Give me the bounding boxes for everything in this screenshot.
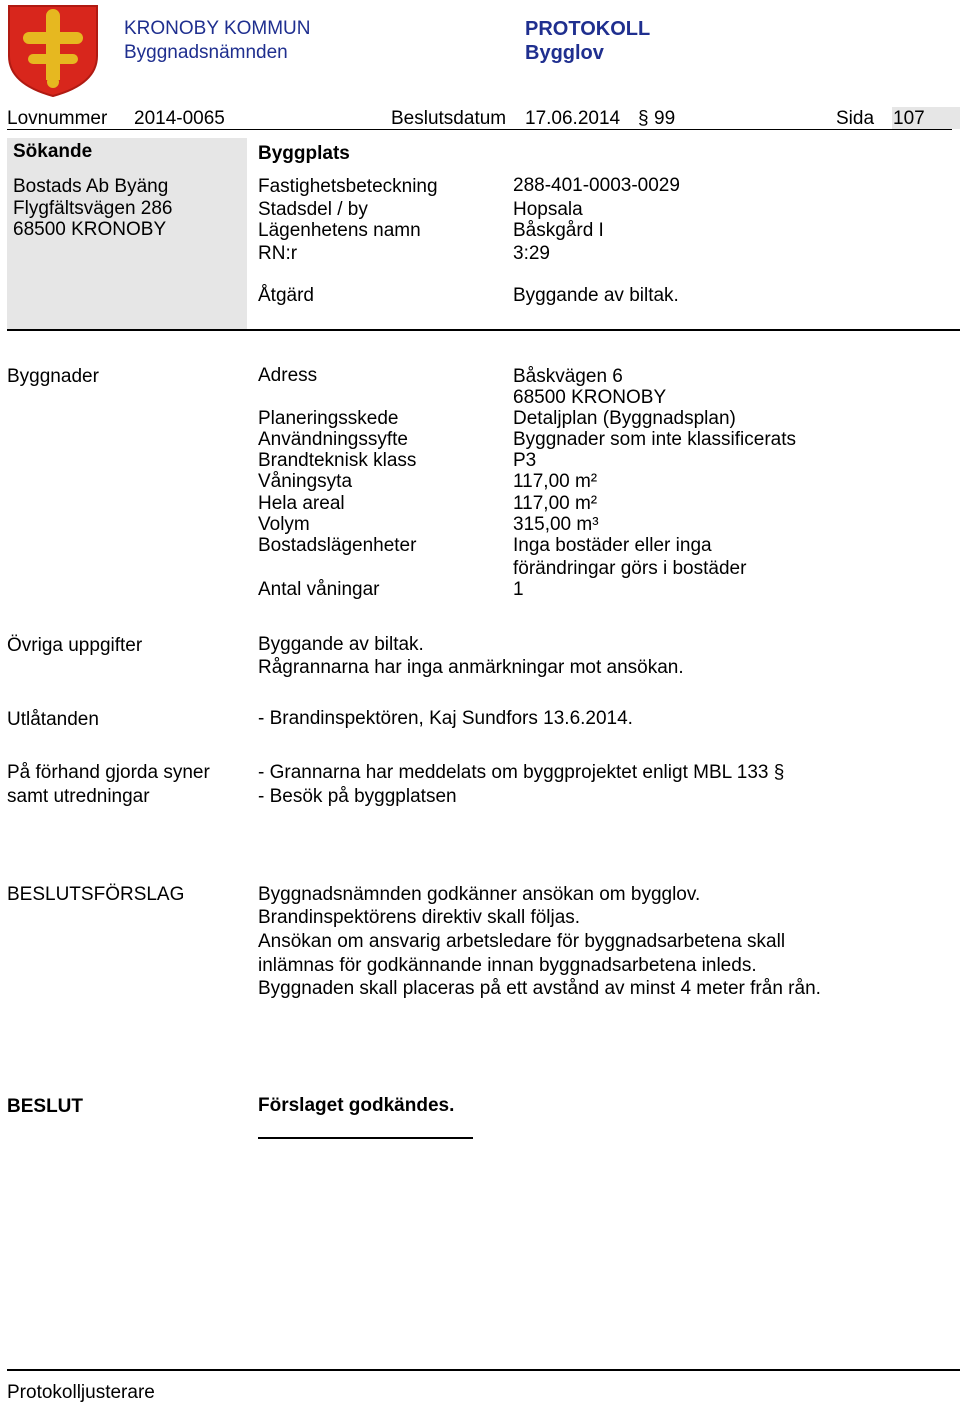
doc-type: PROTOKOLL xyxy=(525,18,651,40)
building-label: Volym xyxy=(258,514,310,535)
other-info-line: Byggande av biltak. xyxy=(258,634,424,655)
paragraph-sign: § xyxy=(638,108,649,129)
lovnummer-value: 2014-0065 xyxy=(134,108,225,129)
sida-label: Sida xyxy=(836,108,875,129)
paragraph-value: 99 xyxy=(654,108,676,129)
beslutsdatum-label: Beslutsdatum xyxy=(391,108,507,129)
applicant-address xyxy=(13,176,173,241)
applicant-line: Bostads Ab Byäng xyxy=(13,176,169,197)
org-name: KRONOBY KOMMUN xyxy=(124,18,311,39)
site-value: Båskgård I xyxy=(513,220,604,241)
dept-name: Byggnadsnämnden xyxy=(124,42,288,63)
footer-rule xyxy=(7,1369,960,1371)
inspections-line: - Besök på byggplatsen xyxy=(258,786,457,807)
building-value: Byggnader som inte klassificerats xyxy=(513,429,797,450)
site-label: Lägenhetens namn xyxy=(258,220,421,241)
site-label: Fastighetsbeteckning xyxy=(258,176,438,197)
proposal-heading: BESLUTSFÖRSLAG xyxy=(7,884,185,905)
applicant-line: 68500 KRONOBY xyxy=(13,219,167,240)
other-info-line: Rågrannarna har inga anmärkningar mot ansökan. xyxy=(258,657,684,678)
building-value: Detaljplan (Byggnadsplan) xyxy=(513,408,736,429)
building-value: 315,00 m³ xyxy=(513,514,599,535)
building-value: P3 xyxy=(513,450,537,471)
building-value: 117,00 m² xyxy=(513,493,598,514)
site-value: 288-401-0003-0029 xyxy=(513,175,680,196)
doc-subtype: Bygglov xyxy=(525,42,604,64)
section-rule xyxy=(7,329,960,331)
footer-label: Protokolljusterare xyxy=(7,1382,155,1403)
building-label: Våningsyta xyxy=(258,471,353,492)
statements-line: - Brandinspektören, Kaj Sundfors 13.6.2014. xyxy=(258,708,633,729)
decision-text: Förslaget godkändes. xyxy=(258,1095,455,1116)
site-label: RN:r xyxy=(258,243,298,264)
address-line: Båskvägen 6 xyxy=(513,366,623,387)
action-value: Byggande av biltak. xyxy=(513,285,679,306)
buildings-heading: Byggnader xyxy=(7,366,99,387)
applicant-heading: Sökande xyxy=(13,141,93,162)
floors-value: 1 xyxy=(513,579,524,600)
building-value: Inga bostäder eller inga xyxy=(513,535,712,556)
statements-heading: Utlåtanden xyxy=(7,709,99,730)
proposal-line: Byggnaden skall placeras på ett avstånd av minst 4 meter från rån. xyxy=(258,978,821,999)
proposal-line: Byggnadsnämnden godkänner ansökan om bygglov. xyxy=(258,884,701,905)
inspections-line: - Grannarna har meddelats om byggprojektet enligt MBL 133 § xyxy=(258,762,785,783)
applicant-line: Flygfältsvägen 286 xyxy=(13,197,173,219)
building-label: Användningssyfte xyxy=(258,429,408,450)
beslutsdatum-value: 17.06.2014 xyxy=(525,108,621,129)
inspections-heading: På förhand gjorda syner xyxy=(7,762,210,783)
building-value: 117,00 m² xyxy=(513,471,598,492)
building-value-continuation: förändringar görs i bostäder xyxy=(513,558,747,579)
site-label: Stadsdel / by xyxy=(258,199,368,220)
proposal-line: inlämnas för godkännande innan byggnadsarbetena inleds. xyxy=(258,955,757,976)
municipality-crest-logo xyxy=(7,4,99,98)
sida-value: 107 xyxy=(893,108,925,129)
site-value: Hopsala xyxy=(513,199,583,220)
proposal-line: Brandinspektörens direktiv skall följas. xyxy=(258,907,581,928)
decision-underline xyxy=(258,1137,473,1139)
site-heading: Byggplats xyxy=(258,143,350,164)
building-label: Bostadslägenheter xyxy=(258,535,417,556)
address-label: Adress xyxy=(258,365,318,386)
site-value: 3:29 xyxy=(513,243,550,264)
other-info-heading: Övriga uppgifter xyxy=(7,635,143,656)
building-label: Hela areal xyxy=(258,493,345,514)
action-label: Åtgärd xyxy=(258,285,314,306)
address-line: 68500 KRONOBY xyxy=(513,387,667,408)
building-label: Brandteknisk klass xyxy=(258,450,417,471)
floors-label: Antal våningar xyxy=(258,579,380,600)
decision-heading: BESLUT xyxy=(7,1096,83,1117)
building-label: Planeringsskede xyxy=(258,408,399,429)
lovnummer-label: Lovnummer xyxy=(7,108,108,129)
inspections-heading: samt utredningar xyxy=(7,786,150,807)
header-rule xyxy=(7,129,952,130)
proposal-line: Ansökan om ansvarig arbetsledare för byggnadsarbetena skall xyxy=(258,931,786,952)
